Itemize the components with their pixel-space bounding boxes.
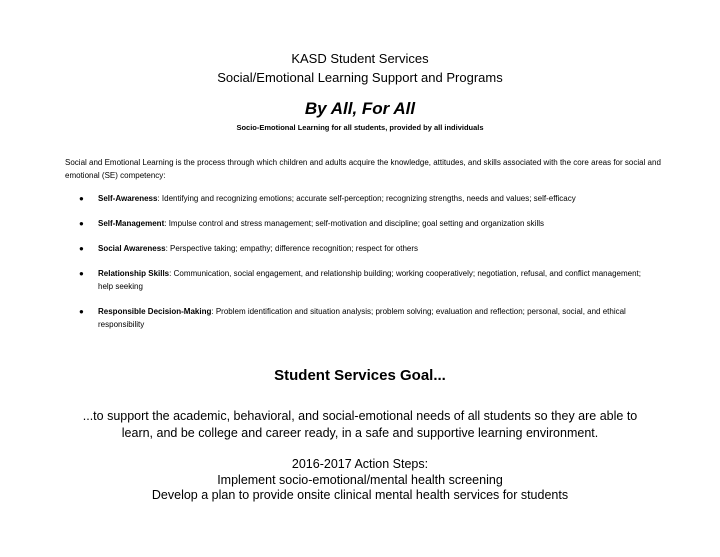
competency-description: Identifying and recognizing emotions; accurate self-perception; recognizing strengths, needs and values; self-efficacy [161,194,576,203]
motto-title: By All, For All [304,99,416,118]
intro-paragraph: Social and Emotional Learning is the process through which children and adults acquire the knowledge, attitudes, and skills associated with the core areas for social and emotional (SE) competency: [65,158,661,180]
competency-list [0,192,720,343]
goal-statement: ...to support the academic, behavioral, and social-emotional needs of all students so they are able to learn, and be college and career ready, in a safe and supportive learning environment. [82,409,638,440]
bullet-icon: ● [79,194,84,203]
action-step-item: Implement socio-emotional/mental health screening [217,473,503,487]
bullet-icon: ● [79,244,84,253]
competency-item [0,192,658,205]
competency-term: Self-Management [98,219,165,228]
competency-term: Social Awareness [98,244,166,253]
motto-subtitle: Socio-Emotional Learning for all students, provided by all individuals [236,123,484,132]
competency-term: Responsible Decision-Making [98,307,212,316]
competency-separator: : [211,307,216,316]
competency-description: Communication, social engagement, and relationship building; working cooperatively; negotiation, refusal, and conflict management; help seeking [98,269,641,291]
competency-term: Self-Awareness [98,194,158,203]
competency-separator: : [165,244,171,253]
competency-separator: : [157,194,162,203]
bullet-icon: ● [79,269,84,278]
action-step-item: Develop a plan to provide onsite clinical mental health services for students [151,488,569,502]
competency-separator: : [169,269,174,278]
competency-item [0,242,658,255]
org-subheading: Social/Emotional Learning Support and Programs [217,70,503,85]
goal-heading: Student Services Goal... [274,367,446,384]
competency-item [0,217,658,230]
competency-term: Relationship Skills [98,269,170,278]
competency-description: Perspective taking; empathy; difference recognition; respect for others [170,244,419,253]
competency-description: Impulse control and stress management; self-motivation and discipline; goal setting and organization skills [168,219,544,228]
competency-item [0,305,658,331]
competency-item [0,267,658,293]
action-steps-heading: 2016-2017 Action Steps: [291,457,429,471]
competency-separator: : [164,219,169,228]
org-heading: KASD Student Services [291,51,429,66]
competency-description: Problem identification and situation analysis; problem solving; evaluation and reflection; personal, social, and ethical responsibility [98,307,626,329]
bullet-icon: ● [79,307,84,316]
bullet-icon: ● [79,219,84,228]
